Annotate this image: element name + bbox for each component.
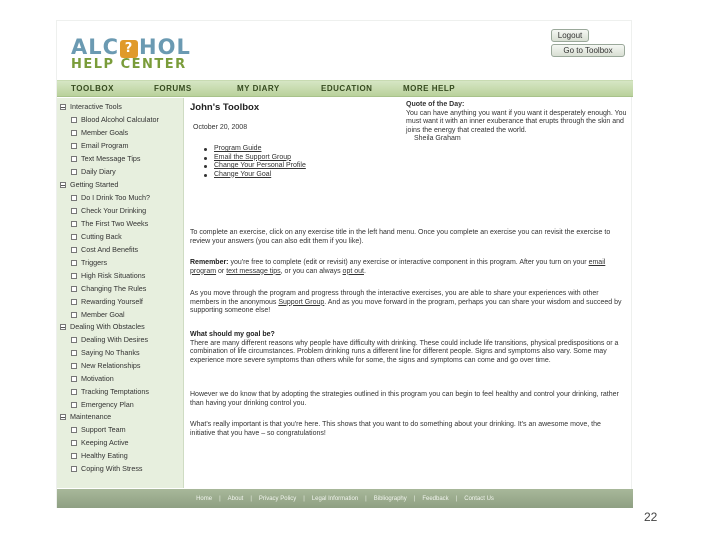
sidebar-item[interactable]: Rewarding Yourself — [71, 297, 143, 306]
checkbox-icon — [71, 440, 77, 446]
checkbox-icon — [71, 208, 77, 214]
checkbox-icon — [71, 350, 77, 356]
footer-link-feedback[interactable]: Feedback — [422, 495, 449, 502]
alcohol-help-center-logo[interactable] — [71, 37, 221, 71]
sidebar-item[interactable]: The First Two Weeks — [71, 219, 148, 228]
checkbox-icon — [71, 312, 77, 318]
link-program-guide[interactable]: Program Guide — [204, 145, 306, 154]
checkbox-icon — [71, 130, 77, 136]
sidebar-item[interactable]: Tracking Temptations — [71, 387, 149, 396]
go-to-toolbox-button[interactable]: Go to Toolbox — [551, 44, 625, 57]
footer-bar: Home | About | Privacy Policy | Legal Information | Bibliography | Feedback | Contact Us — [57, 489, 633, 508]
link-change-profile[interactable]: Change Your Personal Profile — [204, 162, 306, 171]
main-nav — [57, 80, 633, 97]
quote-of-the-day — [406, 101, 630, 144]
sidebar-item[interactable]: Daily Diary — [71, 167, 116, 176]
sidebar-item[interactable]: Coping With Stress — [71, 464, 143, 473]
link-email-support-group[interactable]: Email the Support Group — [204, 154, 306, 163]
nav-forums[interactable]: FORUMS — [154, 84, 192, 93]
sidebar-item[interactable]: Text Message Tips — [71, 154, 141, 163]
sidebar-item[interactable]: Cutting Back — [71, 232, 122, 241]
footer-link-home[interactable]: Home — [196, 495, 213, 502]
logo-text-a: ALC — [71, 35, 120, 59]
collapse-icon — [60, 104, 66, 110]
link-change-goal[interactable]: Change Your Goal — [204, 171, 306, 180]
sidebar-section-maintenance[interactable]: Maintenance — [60, 412, 111, 421]
slide-page-number: 22 — [644, 510, 658, 524]
sidebar-item[interactable]: Changing The Rules — [71, 284, 146, 293]
checkbox-icon — [71, 376, 77, 382]
sidebar-item[interactable]: Saying No Thanks — [71, 348, 140, 357]
checkbox-icon — [71, 389, 77, 395]
link-opt-out[interactable]: opt out — [342, 267, 364, 275]
app-frame — [56, 20, 632, 508]
footer-link-about[interactable]: About — [227, 495, 244, 502]
checkbox-icon — [71, 143, 77, 149]
question-mark-icon: ? — [120, 40, 138, 58]
footer-link-bibliography[interactable]: Bibliography — [373, 495, 407, 502]
checkbox-icon — [71, 234, 77, 240]
sidebar-item[interactable]: Healthy Eating — [71, 451, 128, 460]
sidebar-item[interactable]: Triggers — [71, 258, 107, 267]
sidebar-item[interactable]: Check Your Drinking — [71, 206, 146, 215]
page-title: John's Toolbox — [190, 102, 260, 113]
sidebar-section-dealing-with-obstacles[interactable]: Dealing With Obstacles — [60, 322, 145, 331]
sidebar-item[interactable]: High Risk Situations — [71, 271, 145, 280]
checkbox-icon — [71, 466, 77, 472]
nav-education[interactable]: EDUCATION — [321, 84, 373, 93]
checkbox-icon — [71, 299, 77, 305]
checkbox-icon — [71, 453, 77, 459]
quote-author: Sheila Graham — [414, 135, 461, 143]
checkbox-icon — [71, 273, 77, 279]
checkbox-icon — [71, 286, 77, 292]
sidebar-item[interactable]: Emergency Plan — [71, 400, 134, 409]
checkbox-icon — [71, 156, 77, 162]
sidebar-section-getting-started[interactable]: Getting Started — [60, 180, 118, 189]
checkbox-icon — [71, 402, 77, 408]
instructions-paragraph: To complete an exercise, click on any exercise title in the left hand menu. Once you complete an exercise you can revisit the exercise to review your answers (you can also edit them if you like). — [190, 229, 611, 245]
nav-my-diary[interactable]: MY DIARY — [237, 84, 280, 93]
checkbox-icon — [71, 221, 77, 227]
remember-paragraph: Remember: you're free to complete (edit or revisit) any exercise or interactive component in this program. After you turn on your email program or text message tips, or you can always opt out. — [190, 259, 606, 275]
sidebar-section-interactive-tools[interactable]: Interactive Tools — [60, 102, 122, 111]
link-email-program[interactable]: email program — [190, 259, 606, 275]
sidebar-item[interactable]: Member Goals — [71, 128, 128, 137]
current-date: October 20, 2008 — [193, 124, 248, 131]
sidebar-item[interactable]: Keeping Active — [71, 438, 129, 447]
goal-section — [190, 331, 622, 365]
strategies-paragraph: However we do know that by adopting the strategies outlined in this program you can begin to feel healthy and control your drinking, rather than having your drinking control you. — [190, 391, 619, 407]
sidebar-item[interactable]: Support Team — [71, 425, 126, 434]
sidebar-item[interactable]: Do I Drink Too Much? — [71, 193, 150, 202]
link-text-message-tips[interactable]: text message tips — [226, 267, 281, 275]
goal-heading: What should my goal be? — [190, 331, 275, 338]
checkbox-icon — [71, 169, 77, 175]
toolbox-links — [204, 145, 306, 179]
link-support-group[interactable]: Support Group — [278, 298, 325, 306]
quote-heading: Quote of the Day: — [406, 101, 465, 108]
logo-text-b: HOL — [139, 35, 191, 59]
logout-button[interactable]: Logout — [551, 29, 589, 42]
nav-toolbox[interactable]: TOOLBOX — [71, 84, 114, 93]
checkbox-icon — [71, 195, 77, 201]
sidebar-item[interactable]: Blood Alcohol Calculator — [71, 115, 159, 124]
support-group-paragraph: As you move through the program and progress through the interactive exercises, you are able to share your experiences with other members in the anonymous Support Group. And as you move forward in the program, perhaps you can share your wisdom and succeed by supporting someone else! — [190, 290, 622, 315]
sidebar-item[interactable]: New Relationships — [71, 361, 141, 370]
sidebar-item[interactable]: Member Goal — [71, 310, 125, 319]
collapse-icon — [60, 182, 66, 188]
footer-link-privacy[interactable]: Privacy Policy — [258, 495, 297, 502]
sidebar-item[interactable]: Motivation — [71, 374, 114, 383]
footer-link-legal[interactable]: Legal Information — [311, 495, 359, 502]
sidebar-item[interactable]: Email Program — [71, 141, 129, 150]
checkbox-icon — [71, 260, 77, 266]
collapse-icon — [60, 414, 66, 420]
goal-text: There are many different reasons why people have difficulty with drinking. These could include life transitions, physical predispositions or a combination of life circumstances. Problem drinking runs a different line for different people. Signs and symptoms also vary. Some may experience more severe symptoms than others while for some, the signs and symptoms can come and go over time. — [190, 339, 619, 364]
checkbox-icon — [71, 363, 77, 369]
congratulations-paragraph: What's really important is that you're here. This shows that you want to do something about your drinking. It's an awesome move, the initiative that you have – so congratulations! — [190, 421, 601, 437]
remember-label: Remember: — [190, 259, 229, 266]
checkbox-icon — [71, 117, 77, 123]
logo-subtitle: HELP CENTER — [71, 57, 187, 72]
collapse-icon — [60, 324, 66, 330]
checkbox-icon — [71, 337, 77, 343]
sidebar-item[interactable]: Cost And Benefits — [71, 245, 138, 254]
sidebar-item[interactable]: Dealing With Desires — [71, 335, 148, 344]
checkbox-icon — [71, 427, 77, 433]
footer-link-contact[interactable]: Contact Us — [464, 495, 494, 502]
quote-text: You can have anything you want if you want it desperately enough. You must want it with an inner exuberance that erupts through the skin and joins the energy that created the world. — [406, 109, 627, 134]
checkbox-icon — [71, 247, 77, 253]
sidebar-menu — [57, 98, 184, 488]
nav-more-help[interactable]: MORE HELP — [403, 84, 456, 93]
